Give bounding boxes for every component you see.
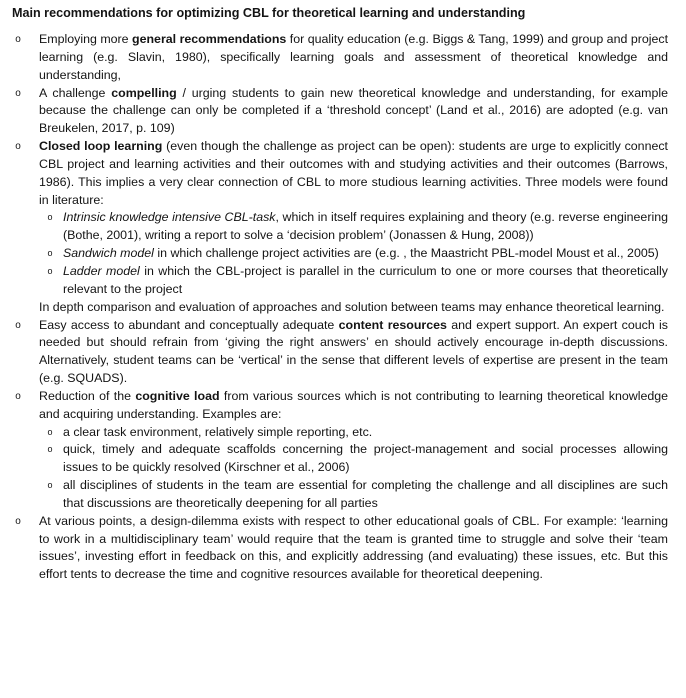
list-item — [12, 85, 668, 139]
item-text-post: / urging students to gain new theoretical knowledge and understanding, for example because the challenge can only be completed if a ‘threshold concept’ (Land et al., 2016) are adopted (e.g. van Breukelen, 2017, p. 109) — [39, 85, 669, 136]
bullet-icon: o — [15, 34, 21, 45]
item-text-pre: Easy access to abundant and conceptually adequate — [39, 317, 339, 332]
list-item — [12, 513, 668, 584]
item-text-pre: Reduction of the — [39, 388, 136, 403]
item-text-post: and expert support. An expert couch is needed but should refrain from ‘giving the right answers’ en should actively encourage in-depth discussions. Alternatively, student teams can be ‘vertical’ in the sense that different levels of expertise are present in the team (e.g. SQUADS). — [39, 317, 668, 386]
item-text-pre: At various points, a design-dilemma exists with respect to other educational goals of CBL. For example: ‘learning to work in a multidisciplinary team’ would require that the team is granted time to struggle and solve their ‘team issues’, investing effort in feedback on this, and explicitly addressing (and evaluating) these issues, etc. But this effort tents to decrease the time and cognitive resources available for theoretical deepening. — [39, 513, 668, 582]
item-text-post: for quality education (e.g. Biggs & Tang, 1999) and group and project learning (e.g. Slavin, 1980), specifically learning goals and assessment of theoretical knowledge and understanding, — [39, 32, 669, 82]
bullet-icon: o — [47, 265, 53, 276]
sub-list — [39, 209, 668, 298]
sub-item-text: a clear task environment, relatively simple reporting, etc. — [63, 424, 373, 439]
item-text-post: (even though the challenge as project can be open): students are urge to explicitly connect CBL project and learning activities and their outcomes with and studying activities and their outcomes (Barrows, 1986). This implies a very clear connection of CBL to more studious learning activities. Three models were found in literature: — [39, 139, 668, 207]
bullet-icon: o — [47, 426, 53, 437]
item-text-bold: general recommendations — [132, 32, 287, 46]
item-followup-text: In depth comparison and evaluation of approaches and solution between teams may enhance theoretical learning. — [39, 299, 665, 314]
sub-item-italic: Intrinsic knowledge intensive CBL-task — [63, 210, 276, 225]
sub-item-text: quick, timely and adequate scaffolds concerning the project-management and social processes allowing issues to be quickly resolved (Kirschner et al., 2006) — [63, 442, 668, 475]
bullet-icon: o — [47, 480, 53, 491]
bullet-icon: o — [47, 248, 53, 259]
recommendations-list — [12, 31, 668, 584]
sub-item-text: in which challenge project activities are (e.g. , the Maastricht PBL-model Moust et al., 2005) — [153, 246, 659, 261]
sub-list-item — [39, 245, 668, 263]
bullet-icon: o — [47, 444, 53, 455]
list-item — [12, 317, 668, 388]
item-text-pre: A challenge — [39, 85, 112, 100]
sub-item-text: , which in itself requires explaining and theory (e.g. reverse engineering (Bothe, 2001), writing a report to solve a ‘decision problem’ (Jonassen & Hung, 2008)) — [63, 210, 668, 243]
item-text-bold: Closed loop learning — [39, 139, 163, 154]
sub-list-item — [39, 263, 668, 299]
list-item — [12, 31, 668, 85]
sub-item-text: all disciplines of students in the team are essential for completing the challenge and all disciplines are such that discussions are theoretically deepening for all parties — [63, 478, 668, 510]
bullet-icon: o — [15, 87, 21, 99]
bullet-icon: o — [15, 141, 21, 153]
bullet-icon: o — [15, 515, 21, 527]
sub-item-text: in which the CBL-project is parallel in the curriculum to one or more courses that theoretically relevant to the project — [63, 263, 668, 296]
sub-item-italic: Sandwich model — [63, 246, 154, 261]
bullet-icon: o — [15, 319, 21, 331]
bullet-icon: o — [47, 212, 53, 223]
item-text-bold: compelling — [111, 85, 177, 100]
sub-list-item — [39, 424, 668, 442]
list-item — [12, 388, 668, 513]
item-text-pre: Employing more — [39, 32, 133, 46]
sub-item-italic: Ladder model — [63, 263, 140, 278]
document-title: Main recommendations for optimizing CBL for theoretical learning and understanding — [12, 6, 526, 20]
list-item — [12, 138, 668, 316]
sub-list-item — [39, 209, 668, 245]
item-text-bold: cognitive load — [135, 388, 220, 403]
bullet-icon: o — [15, 390, 21, 402]
sub-list-item — [39, 477, 668, 513]
sub-list-item — [39, 441, 668, 477]
item-text-post: from various sources which is not contributing to learning theoretical knowledge and acquiring understanding. Examples are: — [39, 388, 669, 421]
item-text-bold: content resources — [338, 317, 447, 332]
sub-list — [39, 424, 668, 513]
